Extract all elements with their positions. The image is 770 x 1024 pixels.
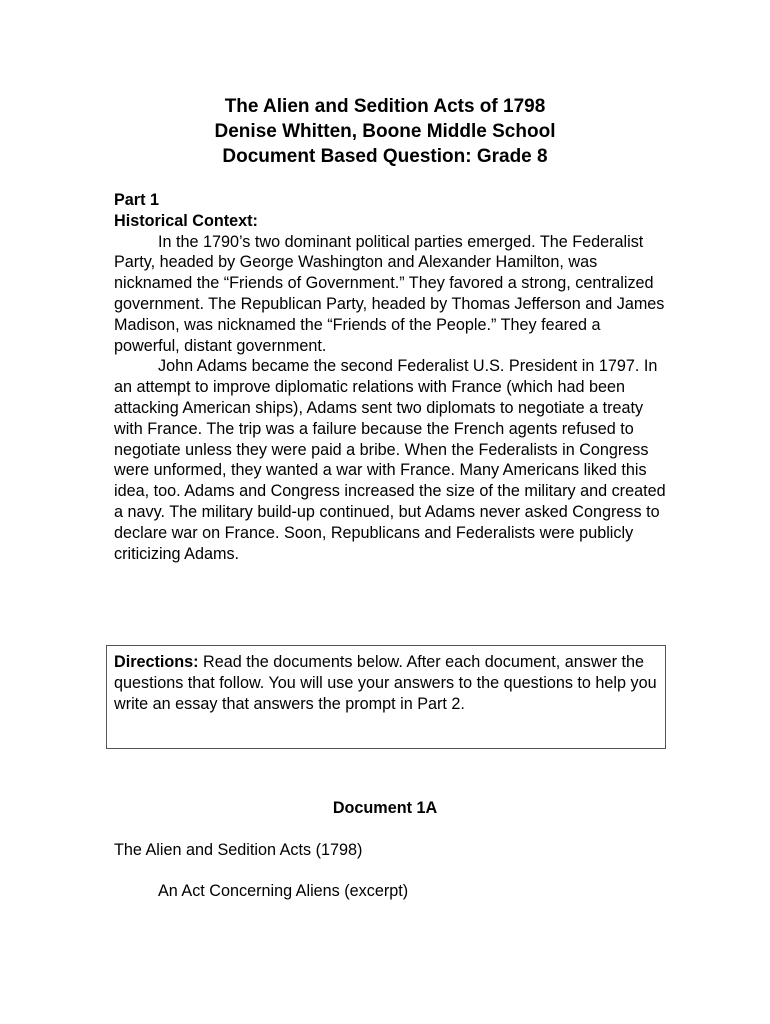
title-line-3: Document Based Question: Grade 8 [222, 146, 548, 167]
historical-context-heading: Historical Context: [114, 211, 258, 230]
excerpt-title: An Act Concerning Aliens (excerpt) [158, 882, 409, 900]
document-1a-heading: Document 1A [332, 799, 438, 817]
context-paragraph-1: In the 1790’s two dominant political parties emerged. The Federalist Party, headed by George Washington and Alexander Hamilton, was nicknamed the “Friends of Government.” They favored a strong, centralized government. The Republican Party, headed by Thomas Jefferson and James Madison, was nicknamed the “Friends of the People.” They feared a powerful, distant government. [114, 232, 665, 355]
directions-text: Read the documents below. After each document, answer the questions that follow. You will use your answers to the questions to help you write an essay that answers the prompt in Part 2. [114, 653, 657, 713]
title-line-2: Denise Whitten, Boone Middle School [214, 121, 556, 142]
directions-label: Directions: [114, 653, 199, 671]
document-title-block [0, 94, 770, 169]
document-subtitle: The Alien and Sedition Acts (1798) [114, 841, 363, 859]
part1-heading: Part 1 [114, 191, 159, 209]
part1-section [114, 190, 670, 564]
title-line-1: The Alien and Sedition Acts of 1798 [224, 96, 546, 117]
context-paragraph-2: John Adams became the second Federalist U.S. President in 1797. In an attempt to improve diplomatic relations with France (which had been attacking American ships), Adams sent two diplomats to negotiate a treaty with France. The trip was a failure because the French agents refused to negotiate unless they were paid a bribe. When the Federalists in Congress were unformed, they wanted a war with France. Many Americans liked this idea, too. Adams and Congress increased the size of the military and created a navy. The military build-up continued, but Adams never asked Congress to declare war on France. Soon, Republicans and Federalists were publicly criticizing Adams. [114, 357, 666, 563]
directions-box [106, 645, 666, 749]
